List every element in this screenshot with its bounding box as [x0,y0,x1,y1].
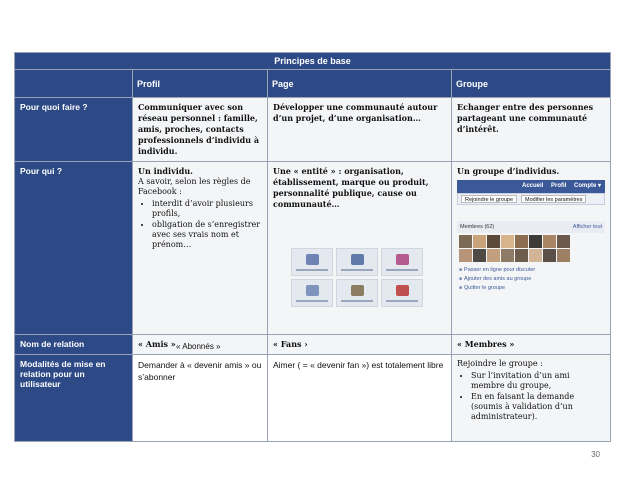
avatar[interactable] [543,235,556,248]
avatar[interactable] [473,235,486,248]
page-type-tile [381,279,423,307]
page-type-tile [336,248,378,276]
nav-accueil[interactable]: Accueil [522,183,544,189]
avatar[interactable] [529,249,542,262]
group-links [459,266,605,293]
cell-pourquoi-page: Développer une communauté autour d’un projet, d’une organisation… [268,98,452,162]
fb-nav-bar [457,180,605,193]
col-header-groupe: Groupe [452,70,611,98]
shop-icon [306,254,319,265]
leave-group-link[interactable]: ■ Quitter le groupe [459,284,605,293]
product-icon [396,254,409,265]
avatar[interactable] [459,249,472,262]
member-avatars [459,235,605,262]
avatar[interactable] [487,249,500,262]
cell-pourqui-profil [133,162,268,335]
add-friends-link[interactable]: ■ Ajouter des amis au groupe [459,275,605,284]
cell-pourquoi-groupe: Echanger entre des personnes partageant une communauté d’intérêt. [452,98,611,162]
cell-modalites-page: Aimer ( = « devenir fan ») est totalement libre [268,355,452,442]
avatar[interactable] [557,235,570,248]
avatar[interactable] [515,249,528,262]
cell-pourquoi-profil: Communiquer avec son réseau personnel : famille, amis, proches, contacts professionnels d’individu à individu. [133,98,268,162]
list-item: • Sur l’invitation d’un ami membre du groupe, [471,371,605,391]
comparison-table [14,52,611,442]
table-title: Principes de base [15,53,611,70]
avatar[interactable] [543,249,556,262]
page-type-tile [291,248,333,276]
edit-settings-button[interactable]: Modifier les paramètres [521,195,586,203]
profil-text: A savoir, selon les règles de Facebook : [138,177,251,196]
avatar[interactable] [473,249,486,262]
join-group-button[interactable]: Rejoindre le groupe [461,195,517,203]
row-header-relation: Nom de relation [15,335,133,355]
groupe-join-list [471,371,605,422]
row-header-modalites: Modalités de mise en relation pour un utilisateur [15,355,133,442]
cell-relation-profil: « Amis » [133,335,268,355]
page-types-grid [291,248,446,307]
cell-pourqui-groupe: Un groupe d’individus. Accueil Profil Compte ▾ Rejoindre le groupe Modifier les paramètres Membres (62) Afficher tout ■ Passer en ligne pour discuter ■ Ajouter des amis au groupe ■ Quitter le groupe [452,162,611,335]
list-item: • interdit d’avoir plusieurs profils, [152,199,262,219]
cell-modalites-groupe [452,355,611,442]
cell-modalites-profil: Demander à « devenir amis » ou s’abonner [133,355,268,442]
list-item: • En en faisant la demande (soumis à validation d’un administrateur). [471,392,605,422]
list-item: • obligation de s’enregistrer avec ses vrais nom et prénom… [152,220,262,250]
members-label: Membres (62) [460,224,495,230]
avatar[interactable] [501,249,514,262]
chat-link[interactable]: ■ Passer en ligne pour discuter [459,266,605,275]
members-box [457,221,605,293]
row-header-pourquoi: Pour quoi faire ? [15,98,133,162]
avatar[interactable] [501,235,514,248]
groupe-intro: Rejoindre le groupe : [457,359,543,368]
col-header-page: Page [268,70,452,98]
abonnes-label: « Abonnés » [176,342,221,351]
row-header-pourqui: Pour qui ? [15,162,133,335]
avatar[interactable] [529,235,542,248]
avatar[interactable] [487,235,500,248]
page-type-tile [381,248,423,276]
media-icon [351,285,364,296]
avatar[interactable] [515,235,528,248]
members-header [457,221,605,233]
person-icon [306,285,319,296]
corner-cell [15,70,133,98]
col-header-profil: Profil [133,70,268,98]
page-type-tile [336,279,378,307]
avatar[interactable] [557,249,570,262]
page-type-tile [291,279,333,307]
group-buttons [457,193,605,205]
cell-relation-groupe: « Membres » [452,335,611,355]
page-number: 30 [591,450,600,459]
show-all-link[interactable]: Afficher tout [572,224,603,230]
avatar[interactable] [459,235,472,248]
nav-profil[interactable]: Profil [551,183,567,189]
profil-rules-list [152,199,262,250]
building-icon [351,254,364,265]
cause-icon [396,285,409,296]
cell-pourqui-page: Une « entité » : organisation, établissement, marque ou produit, personnalité publique, cause ou communauté… [268,162,452,335]
cell-relation-page: « Fans › [268,335,452,355]
profil-title: Un individu. [138,166,193,176]
nav-compte[interactable]: Compte ▾ [574,183,602,189]
